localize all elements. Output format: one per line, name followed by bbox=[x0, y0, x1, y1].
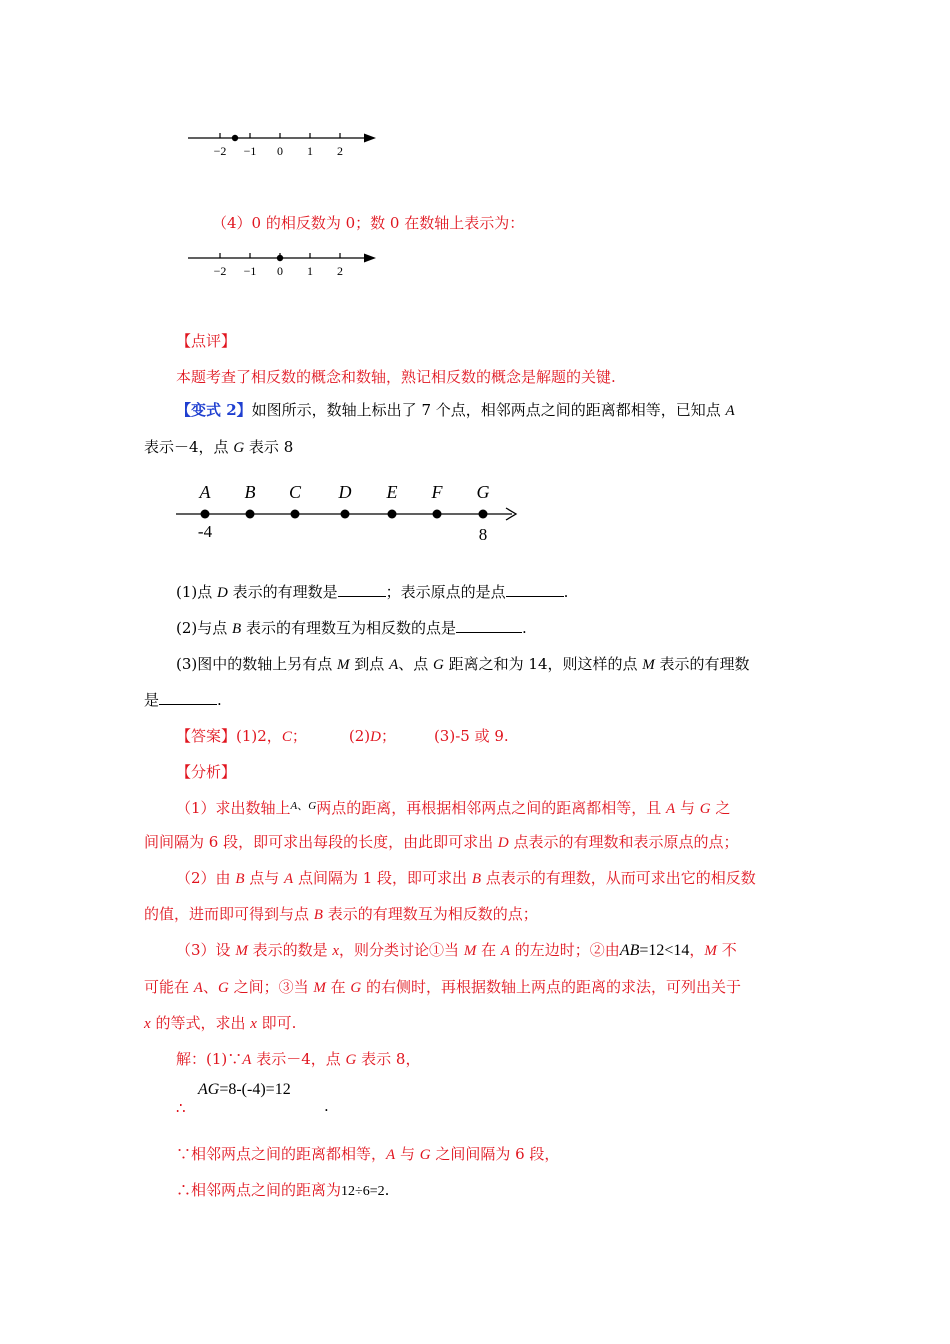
axis-point-label-f: F bbox=[431, 482, 443, 502]
solution-line-3: ∵相邻两点之间的距离都相等，A 与 G 之间间隔为 6 段， bbox=[176, 1145, 560, 1163]
axis-point-d bbox=[341, 510, 350, 519]
solution-equation-ag: AG=8-(-4)=12 bbox=[198, 1081, 291, 1098]
left-value-label: -4 bbox=[197, 522, 213, 541]
axis-tick-label: 0 bbox=[277, 144, 283, 158]
axis-tick-label: −1 bbox=[243, 264, 257, 278]
analysis-line-2: 间间隔为 6 段，即可求出每段的长度，由此即可求出 D 点表示的有理数和表示原点的点； bbox=[144, 833, 739, 851]
question-1: (1)点 D 表示的有理数是 ；表示原点的是点 . bbox=[176, 583, 569, 601]
number-line-2-point bbox=[277, 255, 283, 261]
axis-tick-label: 0 bbox=[277, 264, 283, 278]
question-3-line-2: 是 . bbox=[144, 691, 222, 709]
axis-point-b bbox=[246, 510, 255, 519]
letter-number-line bbox=[170, 478, 530, 548]
blank-1a bbox=[338, 582, 386, 597]
number-line-2 bbox=[180, 248, 390, 282]
answer-tag: 【答案】 bbox=[176, 727, 237, 745]
axis-point-e bbox=[388, 510, 397, 519]
axis-tick-label: −1 bbox=[243, 144, 257, 158]
analysis-line-7: x 的等式，求出 x 即可. bbox=[144, 1014, 297, 1032]
axis-point-label-c: C bbox=[288, 482, 302, 502]
solution-period: . bbox=[324, 1097, 329, 1115]
axis-tick-label: 1 bbox=[307, 264, 313, 278]
axis-tick-label: −2 bbox=[213, 144, 227, 158]
question-2: (2)与点 B 表示的有理数互为相反数的点是 . bbox=[176, 619, 527, 637]
part-4-text: （4）0 的相反数为 0；数 0 在数轴上表示为： bbox=[212, 214, 525, 232]
question-3-line-1: (3)图中的数轴上另有点 M 到点 A、点 G 距离之和为 14，则这样的点 M 表示的有理数 bbox=[176, 655, 750, 673]
axis-tick-label: 2 bbox=[337, 144, 343, 158]
blank-3 bbox=[159, 690, 217, 705]
solution-therefore: ∴ bbox=[176, 1099, 186, 1117]
blank-2 bbox=[456, 618, 522, 633]
right-value-label: 8 bbox=[478, 525, 488, 544]
comment-heading: 【点评】 bbox=[176, 332, 237, 350]
variant-line-1: 【变式 2】如图所示，数轴上标出了 7 个点，相邻两点之间的距离都相等，已知点 A bbox=[176, 401, 735, 419]
axis-point-label-b: B bbox=[244, 482, 256, 502]
axis-point-label-g: G bbox=[476, 482, 490, 502]
analysis-line-3: （2）由 B 点与 A 点间隔为 1 段，即可求出 B 点表示的有理数，从而可求出它的相反数 bbox=[176, 869, 756, 887]
axis-point-label-a: A bbox=[199, 482, 211, 502]
analysis-line-1: （1）求出数轴上$^{A、G}$两点的距离，再根据相邻两点之间的距离都相等，且 A 与 G 之 bbox=[176, 799, 731, 817]
analysis-line-5: （3）设 M 表示的数是 x，则分类讨论①当 M 在 A 的左边时；②由AB=12<14，M 不 bbox=[176, 941, 737, 959]
solution-line-4: ∴相邻两点之间的距离为12÷6=2. bbox=[176, 1181, 390, 1199]
axis-tick-label: 1 bbox=[307, 144, 313, 158]
answer-line: 【答案】(1)2，C； (2)D； (3)-5 或 9. bbox=[176, 727, 509, 745]
axis-tick-label: −2 bbox=[213, 264, 227, 278]
axis-point-label-d: D bbox=[338, 482, 352, 502]
blank-1b bbox=[506, 582, 564, 597]
variant-tag: 【变式 2】 bbox=[176, 401, 252, 419]
variant-line-2: 表示－4，点 G 表示 8 bbox=[144, 438, 294, 456]
axis-tick-label: 2 bbox=[337, 264, 343, 278]
axis-point-label-e: E bbox=[386, 482, 398, 502]
analysis-line-4: 的值，进而即可得到与点 B 表示的有理数互为相反数的点； bbox=[144, 905, 538, 923]
axis-point-f bbox=[433, 510, 442, 519]
analysis-line-6: 可能在 A、G 之间；③当 M 在 G 的右侧时，再根据数轴上两点的距离的求法，可列出关于 bbox=[144, 978, 742, 996]
analysis-heading: 【分析】 bbox=[176, 763, 237, 781]
number-line-1-point bbox=[232, 135, 238, 141]
comment-text: 本题考查了相反数的概念和数轴，熟记相反数的概念是解题的关键. bbox=[176, 368, 616, 386]
axis-point-g bbox=[479, 510, 488, 519]
solution-line-1: 解：(1)∵A 表示－4，点 G 表示 8， bbox=[176, 1050, 421, 1068]
axis-point-a bbox=[201, 510, 210, 519]
axis-point-c bbox=[291, 510, 300, 519]
number-line-1 bbox=[180, 128, 390, 162]
